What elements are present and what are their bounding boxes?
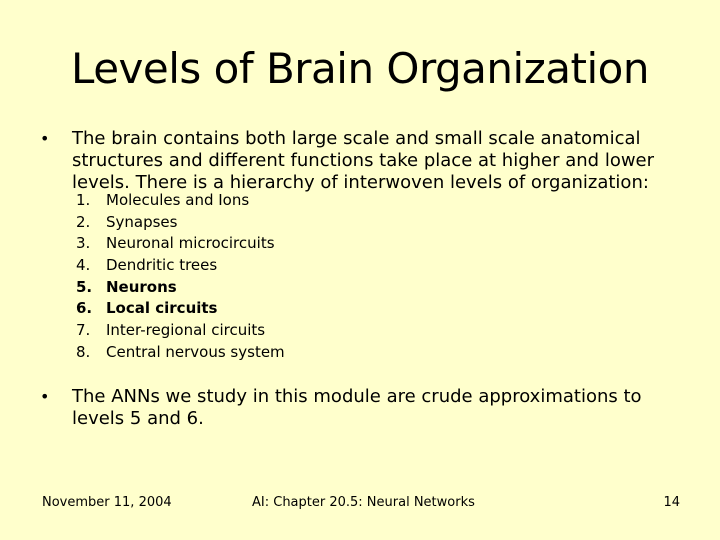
level-number: 4. [76, 256, 91, 275]
level-label: Synapses [106, 212, 178, 231]
footer-page-number: 14 [663, 495, 680, 510]
bullet-marker: • [40, 387, 50, 406]
level-item [72, 255, 472, 277]
level-number: 6. [76, 299, 93, 318]
level-number: 7. [76, 321, 91, 340]
level-label: Dendritic trees [106, 256, 218, 275]
level-number: 1. [76, 191, 91, 209]
level-label: Central nervous system [106, 342, 285, 361]
level-number: 8. [76, 342, 91, 361]
footer-chapter: AI: Chapter 20.5: Neural Networks [252, 495, 475, 510]
level-number: 2. [76, 212, 91, 231]
level-label: Local circuits [106, 299, 218, 318]
bullet-point-anns [40, 386, 680, 430]
level-item [72, 190, 472, 212]
footer-date: November 11, 2004 [42, 495, 172, 510]
slide-title: Levels of Brain Organization [71, 44, 649, 93]
bullet-text: The brain contains both large scale and small scale anatomical structures and different functions take place at higher and lower levels. There is a hierarchy of interwoven levels of organization: [72, 128, 655, 193]
level-label: Molecules and Ions [106, 191, 250, 209]
level-number: 5. [76, 277, 93, 296]
bullet-text: The ANNs we study in this module are crude approximations to levels 5 and 6. [72, 386, 642, 429]
level-item [72, 342, 472, 364]
bullet-marker: • [40, 129, 50, 148]
level-label: Neuronal microcircuits [106, 234, 275, 253]
level-item [72, 233, 472, 255]
level-item [72, 320, 472, 342]
levels-list [72, 190, 472, 364]
level-item-highlighted [72, 298, 472, 320]
level-item-highlighted [72, 277, 472, 299]
level-label: Inter-regional circuits [106, 321, 266, 340]
level-label: Neurons [106, 277, 177, 296]
bullet-point-brain-structures [40, 128, 680, 194]
level-number: 3. [76, 234, 91, 253]
level-item [72, 212, 472, 234]
